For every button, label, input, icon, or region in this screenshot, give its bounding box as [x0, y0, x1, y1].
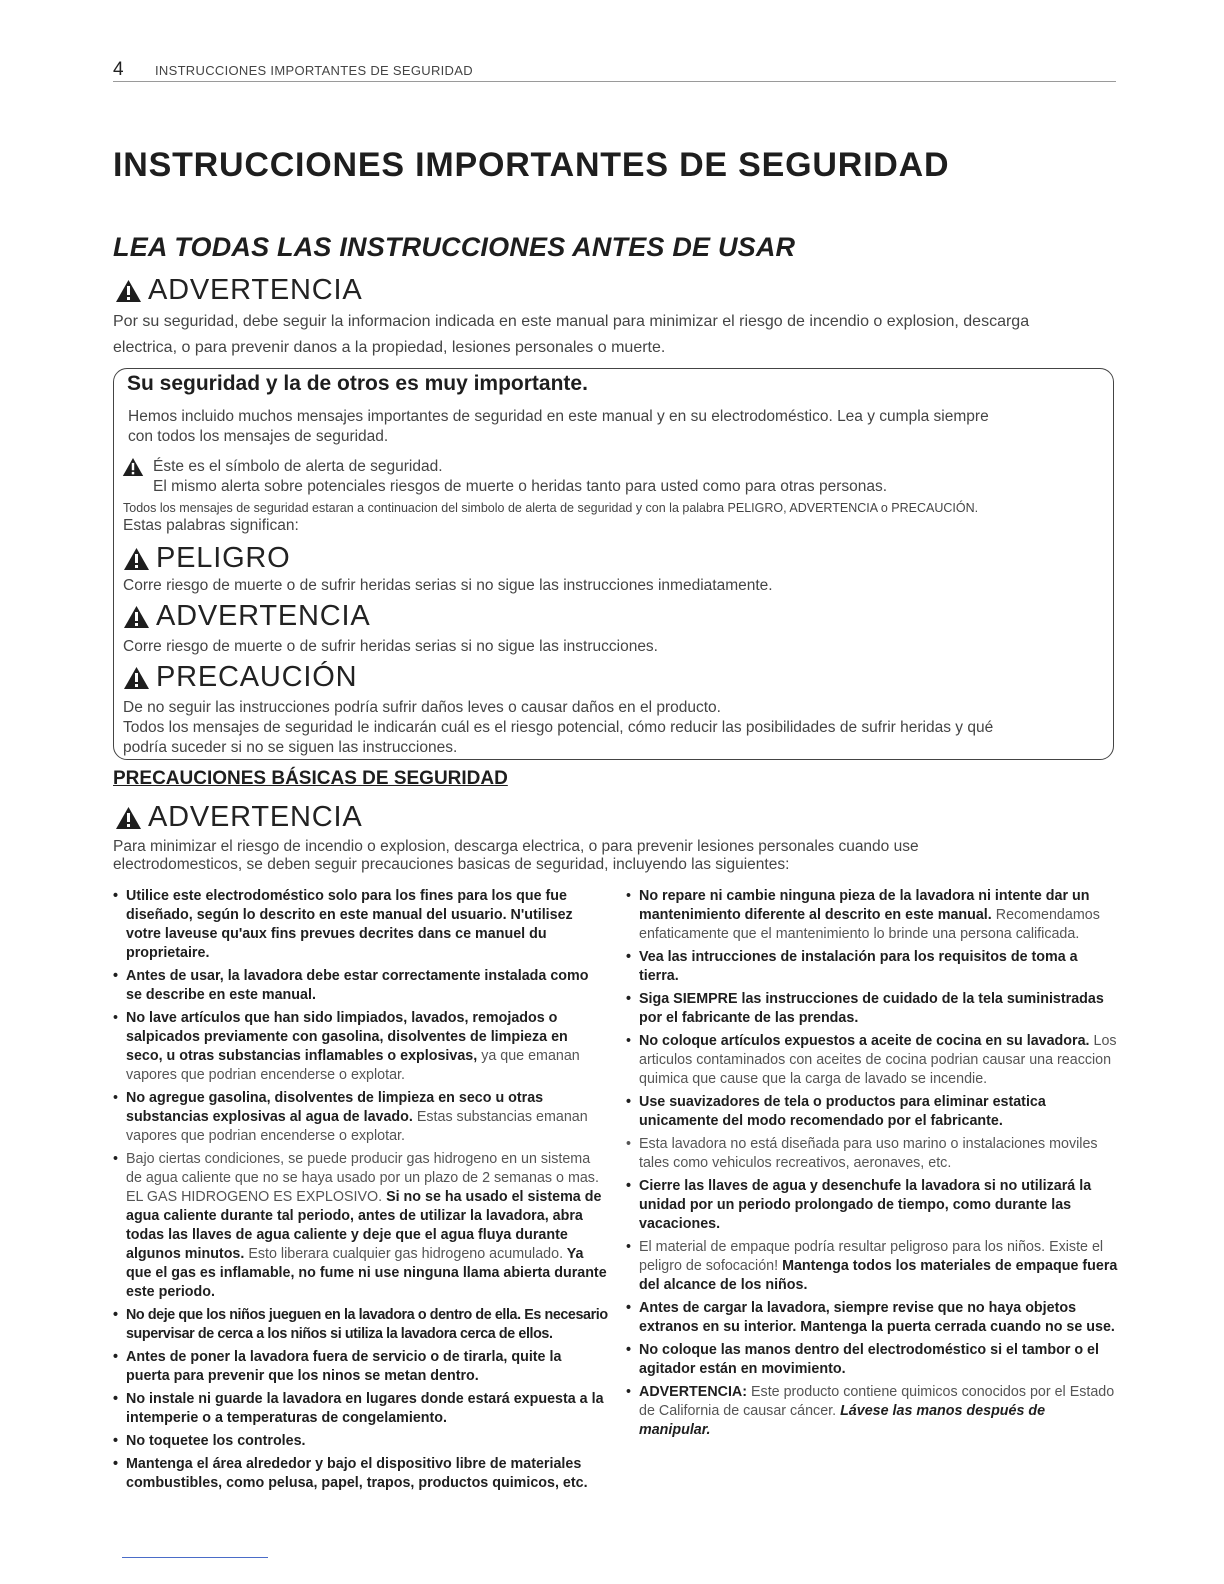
footer-rule	[122, 1557, 268, 1558]
danger-heading	[123, 542, 291, 575]
list-item: • No lave artículos que han sido limpiados, lavados, remojados o salpicados previamente con gasolina, disolventes de limpieza en seco, u otras substancias inflamables o explosivas, ya que emanan vapores que podrian encenderse o explotar.	[113, 1009, 608, 1085]
list-item: • Antes de cargar la lavadora, siempre revise que no haya objetos extranos en su interior. Mantenga la puerta cerrada cuando no se use.	[626, 1299, 1120, 1337]
words-mean: Estas palabras significan:	[123, 517, 299, 534]
alert-symbol-text: Éste es el símbolo de alerta de seguridad.	[153, 458, 443, 475]
warning-intro-line: electrica, o para prevenir danos a la propiedad, lesiones personales o muerte.	[113, 339, 666, 356]
danger-text: Corre riesgo de muerte o de sufrir heridas serias si no sigue las instrucciones inmediatamente.	[123, 577, 773, 594]
caution-triangle-icon	[123, 666, 150, 690]
warning-heading	[115, 274, 363, 307]
caution-text	[123, 698, 1108, 758]
box-warning-label: ADVERTENCIA	[156, 600, 371, 632]
list-item: • Use suavizadores de tela o productos para eliminar estatica unicamente del modo recomendado por el fabricante.	[626, 1093, 1120, 1131]
list-item: • No coloque artículos expuestos a aceite de cocina en su lavadora. Los articulos contaminados con aceites de cocina podrian causar una reaccion quimica que cause que la carga de lavado se incendie.	[626, 1032, 1120, 1089]
section-subtitle: LEA TODAS LAS INSTRUCCIONES ANTES DE USAR	[113, 232, 796, 262]
box-intro	[128, 407, 1108, 447]
warning-label: ADVERTENCIA	[148, 274, 363, 306]
list-item: • No agregue gasolina, disolventes de limpieza en seco u otras substancias explosivas al agua de lavado. Estas substancias emanan vapores que podrian encenderse o explotar.	[113, 1089, 608, 1146]
caution-heading	[123, 661, 357, 694]
page-number: 4	[113, 59, 124, 80]
warning-triangle-icon	[115, 806, 142, 830]
warning-triangle-icon	[123, 605, 150, 629]
box-warning-text: Corre riesgo de muerte o de sufrir heridas serias si no sigue las instrucciones.	[123, 638, 658, 655]
list-item: • Antes de usar, la lavadora debe estar correctamente instalada como se describe en este manual.	[113, 967, 608, 1005]
basic-precautions-title: PRECAUCIONES BÁSICAS DE SEGURIDAD	[113, 768, 508, 789]
caution-line: De no seguir las instrucciones podría sufrir daños leves o causar daños en el producto.	[123, 699, 721, 716]
page-title: INSTRUCCIONES IMPORTANTES DE SEGURIDAD	[113, 146, 950, 184]
left-precautions-list	[113, 887, 608, 1493]
warning-intro-line: Por su seguridad, debe seguir la informacion indicada en este manual para minimizar el riesgo de incendio o explosion, descarga	[113, 313, 1030, 330]
list-item: • Siga SIEMPRE las instrucciones de cuidado de la tela suministradas por el fabricante de las prendas.	[626, 990, 1120, 1028]
list-item: • Esta lavadora no está diseñada para uso marino o instalaciones moviles tales como vehiculos recreativos, aeronaves, etc.	[626, 1135, 1120, 1173]
danger-label: PELIGRO	[156, 542, 291, 574]
box-title: Su seguridad y la de otros es muy importante.	[127, 372, 588, 395]
list-item: • No instale ni guarde la lavadora en lugares donde estará expuesta a la intemperie o a temperaturas de congelamiento.	[113, 1390, 608, 1428]
basic-intro	[113, 838, 1113, 874]
closing-line: podría suceder si no se siguen las instrucciones.	[123, 739, 458, 756]
alert-symbol-icon	[122, 457, 144, 477]
list-item: • Cierre las llaves de agua y desenchufe la lavadora si no utilizará la unidad por un periodo prolongado de tiempo, como durante las vacaciones.	[626, 1177, 1120, 1234]
basic-warning-heading	[115, 801, 363, 834]
messages-note: Todos los mensajes de seguridad estaran a continuacion del simbolo de alerta de seguridad y con la palabra PELIGRO, ADVERTENCIA o PRECAUCIÓN.	[123, 501, 979, 515]
alert-symbol-text: El mismo alerta sobre potenciales riesgos de muerte o heridas tanto para usted como para otras personas.	[153, 478, 888, 495]
running-title: INSTRUCCIONES IMPORTANTES DE SEGURIDAD	[155, 63, 473, 78]
right-precautions-list	[626, 887, 1120, 1440]
caution-label: PRECAUCIÓN	[156, 661, 358, 693]
closing-line: Todos los mensajes de seguridad le indicarán cuál es el riesgo potencial, cómo reducir las posibilidades de sufrir heridas y qué	[123, 719, 994, 736]
basic-intro-line: electrodomesticos, se deben seguir precauciones basicas de seguridad, incluyendo las siguientes:	[113, 856, 790, 873]
list-item: • No repare ni cambie ninguna pieza de la lavadora ni intente dar un mantenimiento diferente al descrito en este manual. Recomendamos enfaticamente que el mantenimiento lo brinde una persona calificada.	[626, 887, 1120, 944]
list-item: • El material de empaque podría resultar peligroso para los niños. Existe el peligro de sofocación! Mantenga todos los materiales de empaque fuera del alcance de los niños.	[626, 1238, 1120, 1295]
alert-symbol-note	[122, 457, 1102, 497]
box-intro-line: con todos los mensajes de seguridad.	[128, 428, 389, 445]
warning-triangle-icon	[115, 279, 142, 303]
box-intro-line: Hemos incluido muchos mensajes importantes de seguridad en este manual y en su electrodoméstico. Lea y cumpla siempre	[128, 408, 989, 425]
box-warning-heading	[123, 600, 371, 633]
list-item: • No toquetee los controles.	[113, 1432, 608, 1451]
safety-message-box	[113, 368, 1114, 760]
danger-triangle-icon	[123, 547, 150, 571]
list-item: • Antes de poner la lavadora fuera de servicio o de tirarla, quite la puerta para prevenir que los ninos se metan dentro.	[113, 1348, 608, 1386]
list-item: • Bajo ciertas condiciones, se puede producir gas hidrogeno en un sistema de agua caliente que no se haya usado por un plazo de 2 semanas o mas. EL GAS HIDROGENO ES EXPLOSIVO. Si no se ha usado el sistema de agua caliente durante tal periodo, antes de utilizar la lavadora, abra todas las llaves de agua caliente y deje que el agua fluya durante algunos minutos. Esto liberara cualquier gas hidrogeno acumulado. Ya que el gas es inflamable, no fume ni use ninguna llama abierta durante este periodo.	[113, 1150, 608, 1302]
list-item: • No deje que los niños jueguen en la lavadora o dentro de ella. Es necesario supervisar de cerca a los niños si utiliza la lavadora cerca de ellos.	[113, 1306, 608, 1344]
basic-intro-line: Para minimizar el riesgo de incendio o explosion, descarga electrica, o para prevenir lesiones personales cuando use	[113, 838, 919, 855]
running-header	[113, 59, 1116, 82]
list-item: • Vea las intrucciones de instalación para los requisitos de toma a tierra.	[626, 948, 1120, 986]
list-item: • ADVERTENCIA: Este producto contiene quimicos conocidos por el Estado de California de causar cáncer. Lávese las manos después de manipular.	[626, 1383, 1120, 1440]
basic-warning-label: ADVERTENCIA	[148, 801, 363, 833]
warning-intro	[113, 309, 1113, 361]
list-item: • Utilice este electrodoméstico solo para los fines para los que fue diseñado, según lo descrito en este manual del usuario. N'utilisez votre laveuse qu'aux fins prevues decrites dans ce manuel du proprietaire.	[113, 887, 608, 963]
list-item: • Mantenga el área alrededor y bajo el dispositivo libre de materiales combustibles, como pelusa, papel, trapos, productos quimicos, etc.	[113, 1455, 608, 1493]
list-item: • No coloque las manos dentro del electrodoméstico si el tambor o el agitador están en movimiento.	[626, 1341, 1120, 1379]
